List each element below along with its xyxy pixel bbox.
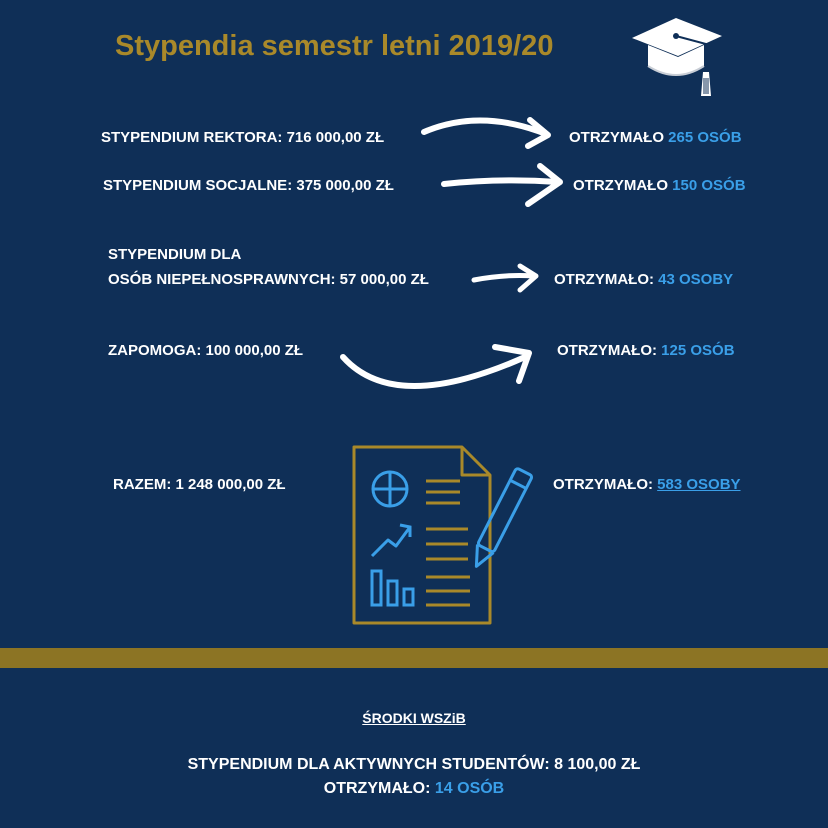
- total-label: RAZEM: 1 248 000,00 ZŁ: [113, 476, 286, 493]
- arrow-icon: [335, 335, 545, 405]
- scholarship-social-label: STYPENDIUM SOCJALNE: 375 000,00 ZŁ: [103, 177, 394, 194]
- bottom-section: [0, 668, 828, 828]
- scholarship-social-received: OTRZYMAŁO 150 OSÓB: [573, 177, 746, 194]
- total-received: OTRZYMAŁO: 583 OSOBY: [553, 476, 741, 493]
- scholarship-rector-received: OTRZYMAŁO 265 OSÓB: [569, 129, 742, 146]
- page-title: Stypendia semestr letni 2019/20: [115, 30, 554, 62]
- scholarship-rector-count: 265 OSÓB: [668, 129, 742, 146]
- active-students-count: 14 OSÓB: [434, 780, 505, 797]
- scholarship-disabled-label-line2: OSÓB NIEPEŁNOSPRAWNYCH: 57 000,00 ZŁ: [108, 271, 429, 288]
- arrow-icon: [420, 108, 560, 153]
- allowance-received: OTRZYMAŁO: 125 OSÓB: [557, 342, 735, 359]
- scholarship-disabled-received: OTRZYMAŁO: 43 OSOBY: [554, 271, 734, 288]
- allowance-count: 125 OSÓB: [661, 342, 735, 359]
- graduation-cap-icon: [628, 14, 724, 100]
- divider-stripe: [0, 648, 828, 668]
- scholarship-rector-label: STYPENDIUM REKTORA: 716 000,00 ZŁ: [101, 129, 385, 146]
- wszib-heading: ŚRODKI WSZiB: [362, 710, 466, 726]
- scholarship-social-count: 150 OSÓB: [672, 177, 746, 194]
- arrow-icon: [470, 262, 545, 296]
- active-students-received: OTRZYMAŁO: 14 OSÓB: [323, 780, 505, 797]
- active-students-scholarship: STYPENDIUM DLA AKTYWNYCH STUDENTÓW: 8 100,00 ZŁ: [187, 756, 641, 773]
- scholarship-disabled-count: 43 OSOBY: [658, 271, 734, 288]
- allowance-label: ZAPOMOGA: 100 000,00 ZŁ: [108, 342, 304, 359]
- arrow-icon: [440, 160, 570, 210]
- pencil-icon: [465, 460, 535, 580]
- total-count-link[interactable]: 583 OSOBY: [657, 476, 741, 493]
- scholarship-disabled-label-line1: STYPENDIUM DLA: [108, 246, 242, 263]
